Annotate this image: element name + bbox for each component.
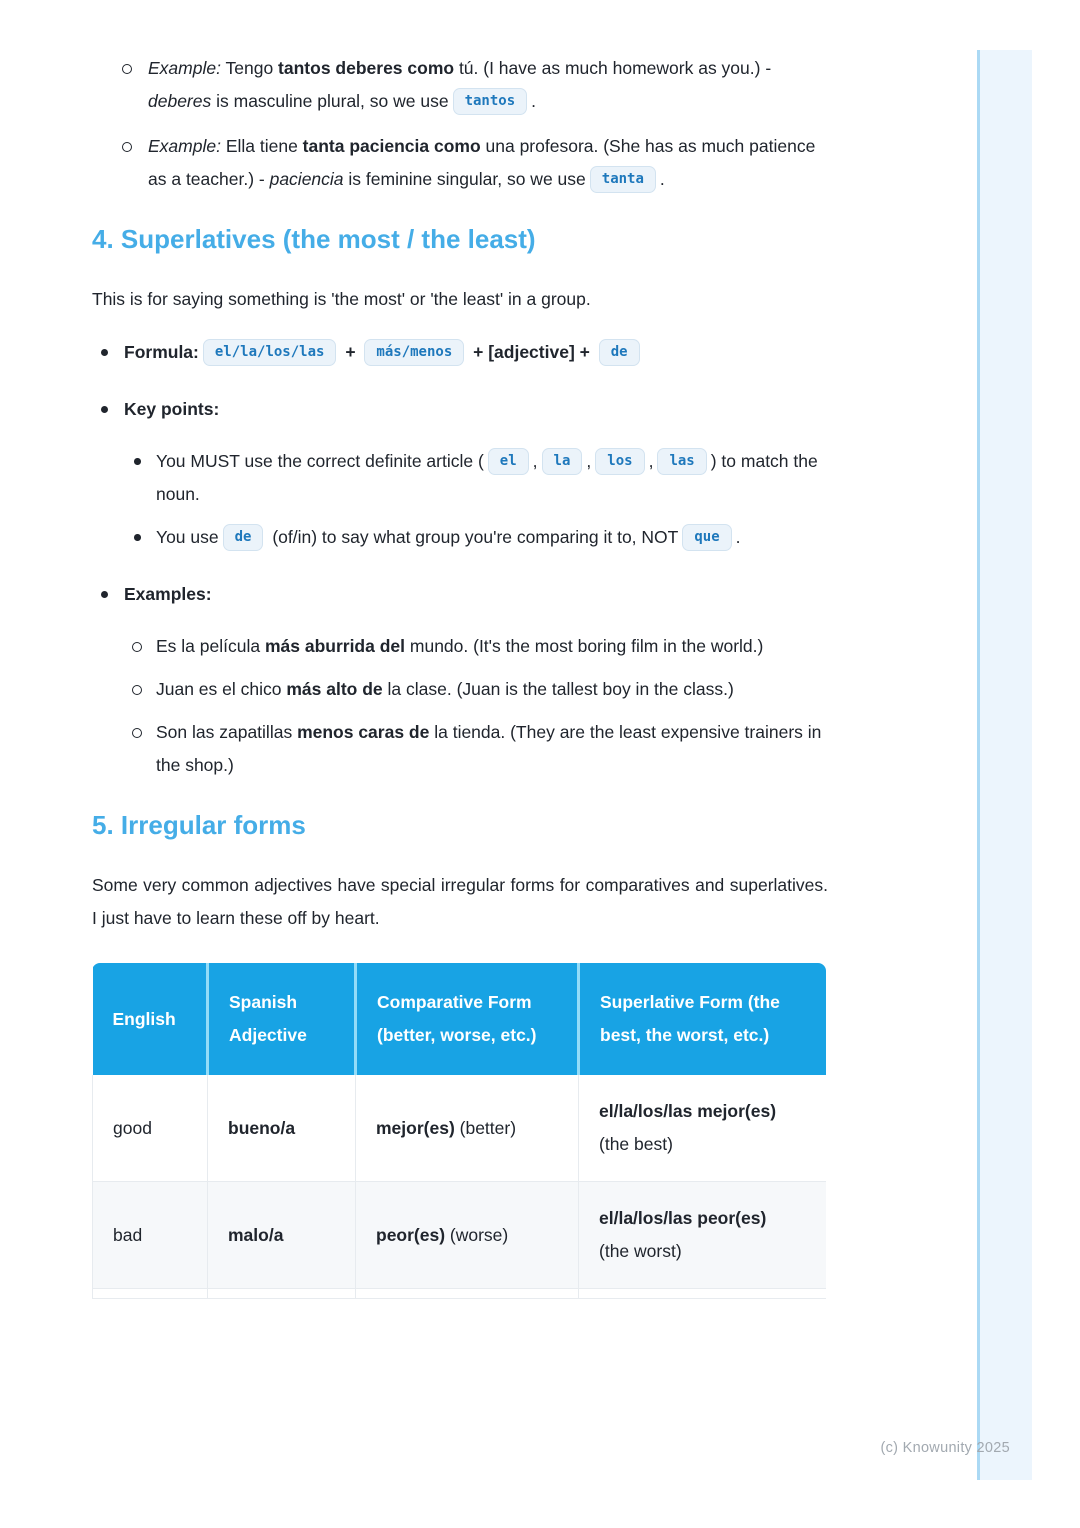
cell-comparative: peor(es) (worse) (356, 1182, 579, 1289)
list-item: You use de (of/in) to say what group you're comparing it to, NOT que . (128, 521, 828, 554)
list-item: Example: Ella tiene tanta paciencia como una profesora. (She has as much patience as a teacher.) - paciencia is feminine singular, so we use tanta . (92, 130, 828, 196)
cell-spanish: malo/a (208, 1182, 356, 1289)
code-chip: más/menos (364, 339, 464, 366)
list-item: You MUST use the correct definite article ( el , la , los , las ) to match the noun. (128, 445, 828, 511)
key-points-item (92, 393, 828, 554)
examples-item (92, 578, 828, 782)
scrollbar-track[interactable] (977, 50, 1032, 1480)
key-points-list (124, 445, 828, 554)
code-chip: que (682, 524, 731, 551)
code-chip: tanta (590, 166, 656, 193)
section-5-intro: Some very common adjectives have special irregular forms for comparatives and superlatives. I just have to learn these off by heart. (92, 875, 828, 928)
key-points-label: Key points: (124, 399, 220, 419)
section-5-heading: 5. Irregular forms (92, 810, 306, 840)
section-4-intro: This is for saying something is 'the most' or 'the least' in a group. (92, 289, 591, 309)
cell-superlative: el/la/los/las peor(es) (the worst) (579, 1182, 827, 1289)
column-header-english: English (93, 963, 208, 1075)
code-chip: de (223, 524, 264, 551)
column-header-superlative: Superlative Form (the best, the worst, etc.) (579, 963, 827, 1075)
code-chip: los (595, 448, 644, 475)
cell-english: bad (93, 1182, 208, 1289)
list-item: Son las zapatillas menos caras de la tienda. (They are the least expensive trainers in the shop.) (128, 716, 828, 782)
examples-label: Examples: (124, 584, 212, 604)
irregular-forms-table (92, 963, 826, 1299)
column-header-comparative: Comparative Form (better, worse, etc.) (356, 963, 579, 1075)
list-item: Example: Tengo tantos deberes como tú. (I have as much homework as you.) - deberes is masculine plural, so we use tantos . (92, 52, 828, 118)
table-header-row (93, 963, 827, 1075)
watermark: (c) Knowunity 2025 (880, 1440, 1010, 1456)
code-chip: el/la/los/las (203, 339, 337, 366)
table-row (93, 1075, 827, 1182)
section-4-list (92, 336, 828, 782)
code-chip: las (657, 448, 706, 475)
document-page (92, 0, 828, 1299)
cell-superlative: el/la/los/las mejor(es) (the best) (579, 1075, 827, 1182)
table-row-partial (93, 1289, 827, 1299)
cell-english: good (93, 1075, 208, 1182)
intro-example-list (92, 52, 828, 196)
examples-list (124, 630, 828, 782)
cell-comparative: mejor(es) (better) (356, 1075, 579, 1182)
code-chip: de (599, 339, 640, 366)
formula-item: Formula: el/la/los/las + más/menos + [adjective] + de (92, 336, 828, 369)
code-chip: el (488, 448, 529, 475)
code-chip: tantos (453, 88, 528, 115)
cell-spanish: bueno/a (208, 1075, 356, 1182)
list-item: Juan es el chico más alto de la clase. (Juan is the tallest boy in the class.) (128, 673, 828, 706)
code-chip: la (542, 448, 583, 475)
section-4-heading: 4. Superlatives (the most / the least) (92, 224, 536, 254)
table-row (93, 1182, 827, 1289)
column-header-spanish: Spanish Adjective (208, 963, 356, 1075)
list-item: Es la película más aburrida del mundo. (It's the most boring film in the world.) (128, 630, 828, 663)
